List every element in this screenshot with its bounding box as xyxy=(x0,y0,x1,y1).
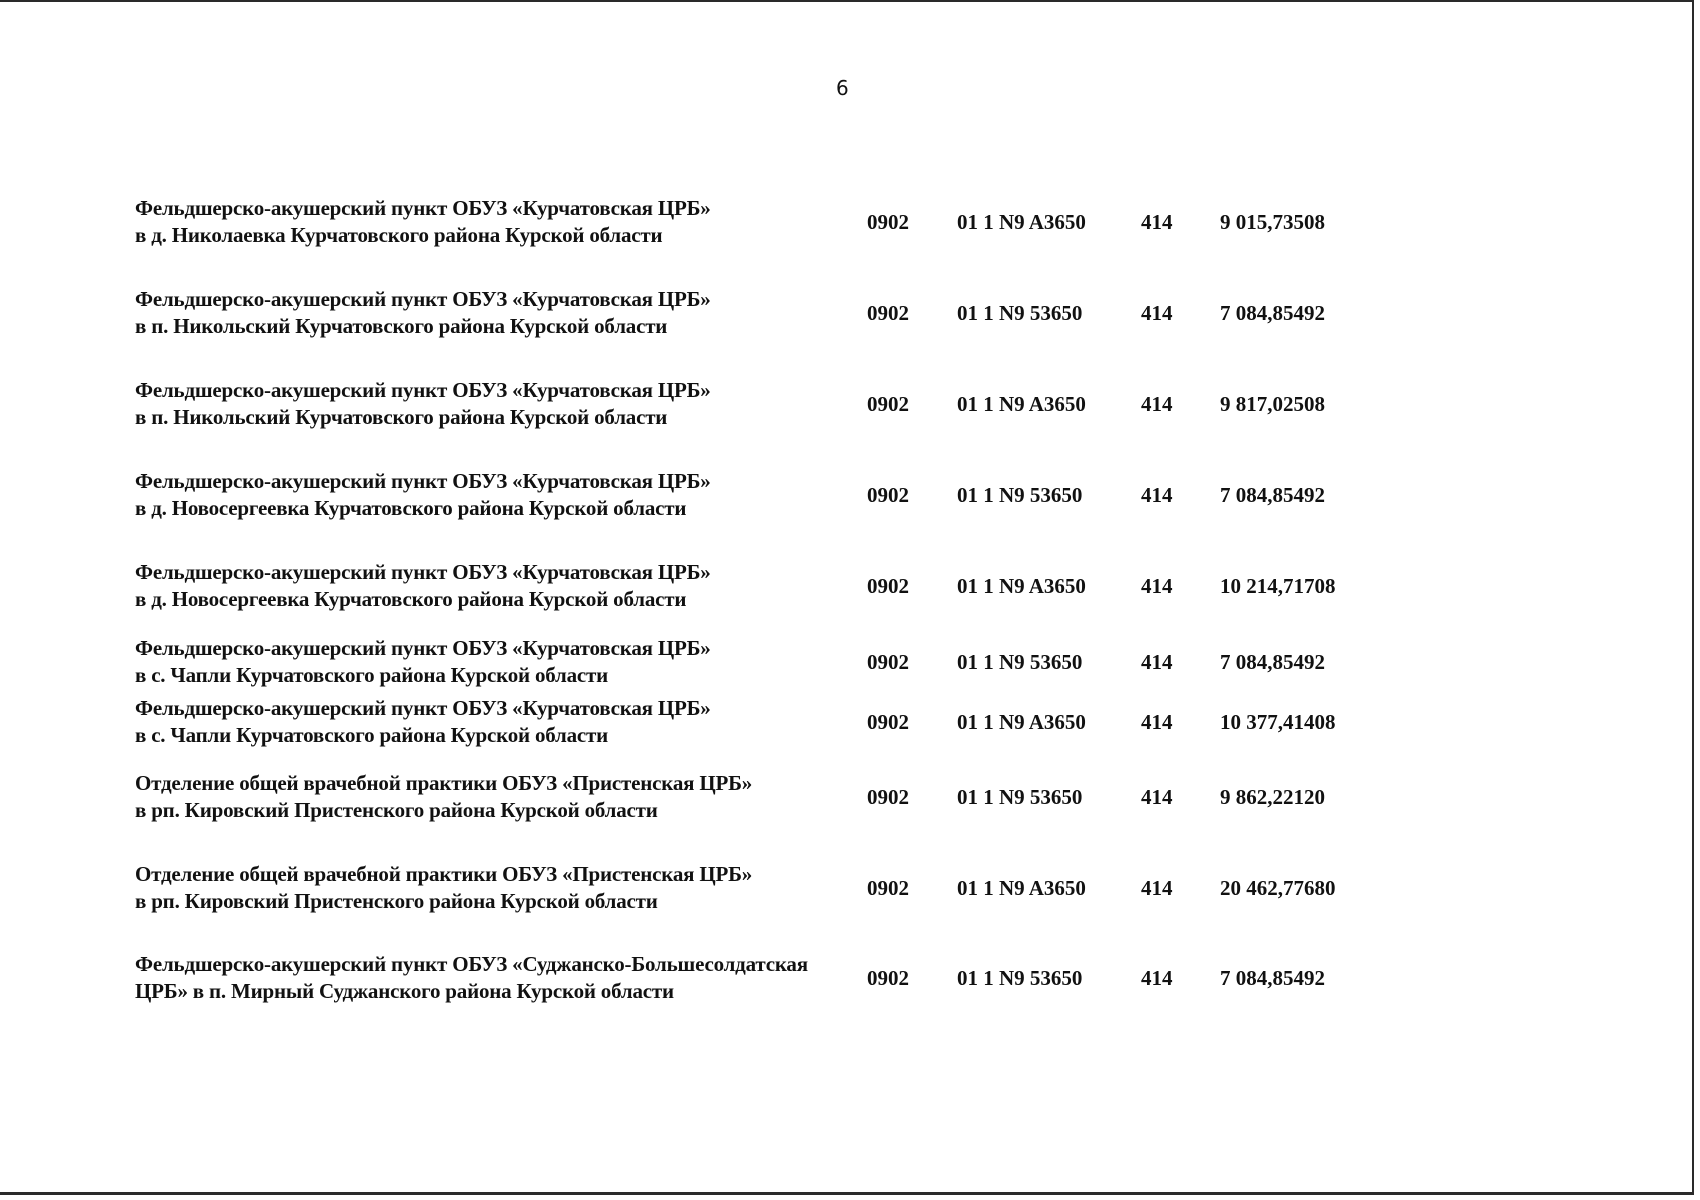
section-code: 0902 xyxy=(867,574,909,598)
description-line-1: Фельдшерско-акушерский пункт ОБУЗ «Курчатовская ЦРБ» xyxy=(135,287,711,311)
amount: 9 862,22120 xyxy=(1220,785,1325,809)
target-article: 01 1 N9 A3650 xyxy=(957,876,1086,900)
description-line-1: Отделение общей врачебной практики ОБУЗ «Пристенская ЦРБ» xyxy=(135,771,753,795)
row-description xyxy=(135,861,835,915)
section-code: 0902 xyxy=(867,301,909,325)
amount: 7 084,85492 xyxy=(1220,483,1325,507)
amount: 9 817,02508 xyxy=(1220,392,1325,416)
description-line-1: Фельдшерско-акушерский пункт ОБУЗ «Курчатовская ЦРБ» xyxy=(135,696,711,720)
row-description xyxy=(135,951,835,1005)
amount: 7 084,85492 xyxy=(1220,301,1325,325)
description-line-1: Фельдшерско-акушерский пункт ОБУЗ «Суджанско-Большесолдатская xyxy=(135,952,808,976)
table-row xyxy=(0,861,1700,921)
table-row xyxy=(0,695,1700,755)
description-line-2: в рп. Кировский Пристенского района Курской области xyxy=(135,889,658,913)
table-row xyxy=(0,468,1700,528)
amount: 10 377,41408 xyxy=(1220,710,1336,734)
description-line-1: Фельдшерско-акушерский пункт ОБУЗ «Курчатовская ЦРБ» xyxy=(135,196,711,220)
section-code: 0902 xyxy=(867,785,909,809)
table-row xyxy=(0,635,1700,695)
row-description xyxy=(135,377,835,431)
row-description xyxy=(135,286,835,340)
description-line-2: в д. Новосергеевка Курчатовского района Курской области xyxy=(135,496,687,520)
section-code: 0902 xyxy=(867,392,909,416)
expense-kind: 414 xyxy=(1141,710,1173,734)
section-code: 0902 xyxy=(867,650,909,674)
table-row xyxy=(0,951,1700,1011)
description-line-2: в п. Никольский Курчатовского района Курской области xyxy=(135,314,668,338)
section-code: 0902 xyxy=(867,483,909,507)
row-description xyxy=(135,559,835,613)
row-description xyxy=(135,770,835,824)
target-article: 01 1 N9 A3650 xyxy=(957,210,1086,234)
expense-kind: 414 xyxy=(1141,301,1173,325)
expense-kind: 414 xyxy=(1141,483,1173,507)
target-article: 01 1 N9 53650 xyxy=(957,650,1083,674)
table-row xyxy=(0,770,1700,830)
target-article: 01 1 N9 53650 xyxy=(957,966,1083,990)
target-article: 01 1 N9 53650 xyxy=(957,483,1083,507)
row-description xyxy=(135,695,835,749)
page-number: 6 xyxy=(836,76,849,100)
description-line-1: Фельдшерско-акушерский пункт ОБУЗ «Курчатовская ЦРБ» xyxy=(135,378,711,402)
amount: 7 084,85492 xyxy=(1220,966,1325,990)
table-row xyxy=(0,195,1700,255)
target-article: 01 1 N9 A3650 xyxy=(957,574,1086,598)
section-code: 0902 xyxy=(867,876,909,900)
expense-kind: 414 xyxy=(1141,574,1173,598)
expense-kind: 414 xyxy=(1141,210,1173,234)
description-line-2: в рп. Кировский Пристенского района Курской области xyxy=(135,798,658,822)
expense-kind: 414 xyxy=(1141,785,1173,809)
expense-kind: 414 xyxy=(1141,966,1173,990)
description-line-1: Отделение общей врачебной практики ОБУЗ «Пристенская ЦРБ» xyxy=(135,862,753,886)
section-code: 0902 xyxy=(867,966,909,990)
table-row xyxy=(0,286,1700,346)
amount: 9 015,73508 xyxy=(1220,210,1325,234)
description-line-2: в с. Чапли Курчатовского района Курской области xyxy=(135,663,609,687)
target-article: 01 1 N9 A3650 xyxy=(957,710,1086,734)
description-line-2: в д. Новосергеевка Курчатовского района Курской области xyxy=(135,587,687,611)
expense-kind: 414 xyxy=(1141,876,1173,900)
target-article: 01 1 N9 53650 xyxy=(957,301,1083,325)
expense-kind: 414 xyxy=(1141,650,1173,674)
section-code: 0902 xyxy=(867,210,909,234)
row-description xyxy=(135,635,835,689)
target-article: 01 1 N9 A3650 xyxy=(957,392,1086,416)
description-line-1: Фельдшерско-акушерский пункт ОБУЗ «Курчатовская ЦРБ» xyxy=(135,560,711,584)
expense-kind: 414 xyxy=(1141,392,1173,416)
section-code: 0902 xyxy=(867,710,909,734)
description-line-1: Фельдшерско-акушерский пункт ОБУЗ «Курчатовская ЦРБ» xyxy=(135,469,711,493)
row-description xyxy=(135,195,835,249)
description-line-2: ЦРБ» в п. Мирный Суджанского района Курской области xyxy=(135,979,674,1003)
description-line-2: в д. Николаевка Курчатовского района Курской области xyxy=(135,223,663,247)
amount: 7 084,85492 xyxy=(1220,650,1325,674)
target-article: 01 1 N9 53650 xyxy=(957,785,1083,809)
amount: 10 214,71708 xyxy=(1220,574,1336,598)
description-line-2: в п. Никольский Курчатовского района Курской области xyxy=(135,405,668,429)
description-line-2: в с. Чапли Курчатовского района Курской области xyxy=(135,723,609,747)
amount: 20 462,77680 xyxy=(1220,876,1336,900)
table-row xyxy=(0,559,1700,619)
description-line-1: Фельдшерско-акушерский пункт ОБУЗ «Курчатовская ЦРБ» xyxy=(135,636,711,660)
row-description xyxy=(135,468,835,522)
table-row xyxy=(0,377,1700,437)
